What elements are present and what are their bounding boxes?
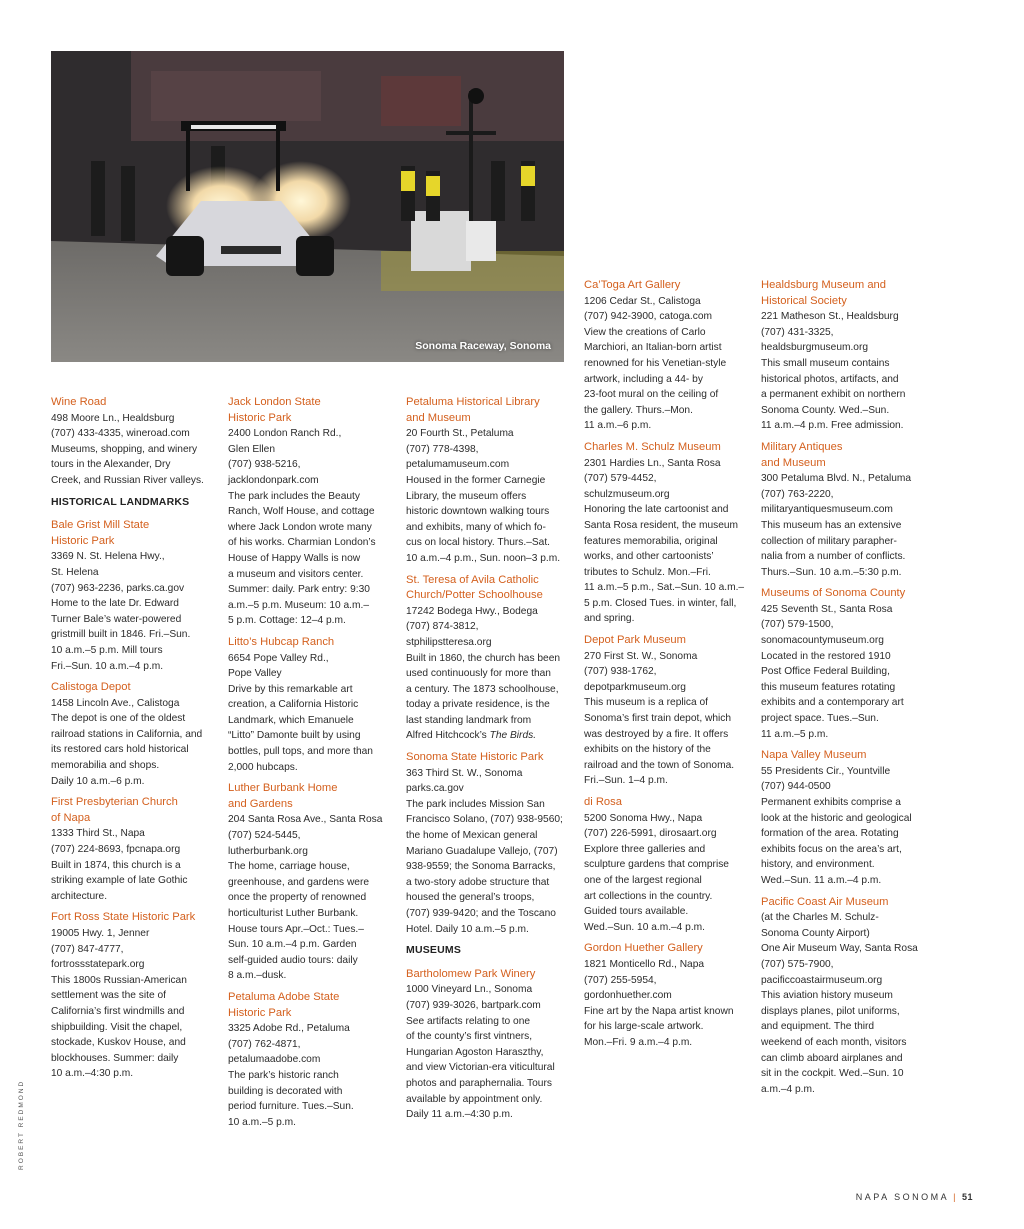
magazine-name: NAPA SONOMA [855, 1192, 950, 1202]
listing-title[interactable]: Bartholomew Park Winery [406, 967, 536, 980]
listing-bale-grist-mill: Bale Grist Mill State Historic Park 3369 N. St. Helena Hwy., St. Helena (707) 963-2236, parks.ca.gov Home to the late Dr. Edward Turner Bale’s water-powered gristmill built in 1846. Fri.–Sun. 10 a.m.–5 p.m. Mill tours Fri.–Sun. 10 a.m.–4 p.m. [51, 518, 216, 674]
listing-title[interactable]: Petaluma Adobe State Historic Park [228, 990, 340, 1019]
listing-museums-of-sonoma-county: Museums of Sonoma County 425 Seventh St., Santa Rosa (707) 579-1500, sonomacountymuseum.org Located in the restored 1910 Post Office Federal Building, this museum features rotating exhibits and a contemporary art project space. Tues.–Sun. 11 a.m.–5 p.m. [761, 586, 926, 742]
listing-calistoga-depot: Calistoga Depot 1458 Lincoln Ave., Calistoga The depot is one of the oldest railroad stations in California, and its restored cars hold historical memorabilia and shops. Daily 10 a.m.–6 p.m. [51, 680, 216, 789]
column-4 [584, 278, 749, 1057]
page-footer [856, 1192, 973, 1202]
listing-schulz-museum: Charles M. Schulz Museum 2301 Hardies Ln., Santa Rosa (707) 579-4452, schulzmuseum.org Honoring the late cartoonist and Santa Rosa resident, the museum features memorabilia, original works, and other cartoonists’ tributes to Schulz. Mon.–Fri. 11 a.m.–5 p.m., Sat.–Sun. 10 a.m.– 5 p.m. Closed Tues. in winter, fall, and spring. [584, 440, 749, 627]
listing-title[interactable]: Sonoma State Historic Park [406, 751, 544, 764]
listing-title[interactable]: Healdsburg Museum and Historical Society [761, 279, 886, 307]
listing-pacific-coast-air-museum: Pacific Coast Air Museum (at the Charles M. Schulz- Sonoma County Airport) One Air Museum Way, Santa Rosa (707) 575-7900, pacificcoastairmuseum.org This aviation history museum displays planes, pilot uniforms, and equipment. The third weekend of each month, visitors can climb aboard airplanes and sit in the cockpit. Wed.–Sun. 10 a.m.–4 p.m. [761, 895, 926, 1098]
listing-title[interactable]: Military Antiques and Museum [761, 440, 843, 469]
listing-di-rosa: di Rosa 5200 Sonoma Hwy., Napa (707) 226-5991, dirosaart.org Explore three galleries and sculpture gardens that comprise one of the largest regional art collections in the country. Guided tours available. Wed.–Sun. 10 a.m.–4 p.m. [584, 795, 749, 935]
listing-jack-london: Jack London State Historic Park 2400 London Ranch Rd., Glen Ellen (707) 938-5216, jacklondonpark.com The park includes the Beauty Ranch, Wolf House, and cottage where Jack London wrote many of his works. Charmian London’s House of Happy Walls is now a museum and visitors center. Summer: daily. Park entry: 9:30 a.m.–5 p.m. Museum: 10 a.m.– 5 p.m. Cottage: 12–4 p.m. [228, 395, 393, 629]
listing-military-antiques: Military Antiques and Museum 300 Petaluma Blvd. N., Petaluma (707) 763-2220, militaryantiquesmuseum.com This museum has an extensive collection of military parapher- nalia from a number of conflicts. Thurs.–Sun. 10 a.m.–5:30 p.m. [761, 440, 926, 580]
film-title: The Birds. [489, 730, 537, 742]
listing-title[interactable]: Litto’s Hubcap Ranch [228, 635, 335, 648]
page-number: 51 [961, 1192, 973, 1202]
section-heading-historical-landmarks: HISTORICAL LANDMARKS [51, 495, 190, 508]
photo-credit: ROBERT REDMOND [18, 1079, 25, 1170]
listing-luther-burbank: Luther Burbank Home and Gardens 204 Santa Rosa Ave., Santa Rosa (707) 524-5445, lutherburbank.org The home, carriage house, greenhouse, and gardens were once the property of renowned horticulturist Luther Burbank. House tours Apr.–Oct.: Tues.– Sun. 10 a.m.–4 p.m. Garden self-guided audio tours: daily 8 a.m.–dusk. [228, 781, 393, 984]
listing-title[interactable]: Petaluma Historical Library and Museum [406, 396, 540, 424]
photo-caption: Sonoma Raceway, Sonoma [415, 340, 551, 352]
listing-title[interactable]: Museums of Sonoma County [761, 587, 906, 600]
listing-littos-hubcap-ranch: Litto’s Hubcap Ranch 6654 Pope Valley Rd., Pope Valley Drive by this remarkable art creation, a California Historic Landmark, which Emanuele “Litto” Damonte built by using bottles, pull tops, and more than 2,000 hubcaps. [228, 635, 393, 775]
listing-petaluma-historical-library: Petaluma Historical Library and Museum 20 Fourth St., Petaluma (707) 778-4398, petalumamuseum.com Housed in the former Carnegie Library, the museum offers historic downtown walking tours and exhibits, many of which fo- cus on local history. Thurs.–Sat. 10 a.m.–4 p.m., Sun. noon–3 p.m. [406, 395, 571, 567]
listing-title[interactable]: di Rosa [584, 796, 622, 808]
section-heading-museums: MUSEUMS [406, 944, 462, 957]
listing-title[interactable]: Napa Valley Museum [761, 749, 867, 762]
listing-title[interactable]: Pacific Coast Air Museum [761, 895, 889, 908]
listing-title[interactable]: Luther Burbank Home and Gardens [228, 782, 338, 810]
hero-photo [51, 51, 564, 362]
listing-title[interactable]: Wine Road [51, 396, 107, 408]
listing-bartholomew-park-winery: Bartholomew Park Winery 1000 Vineyard Ln., Sonoma (707) 939-3026, bartpark.com See artifacts relating to one of the county’s first vintners, Hungarian Agoston Haraszthy, and view Victorian-era viticultural photos and paraphernalia. Tours available by appointment only. Daily 11 a.m.–4:30 p.m. [406, 967, 571, 1123]
listing-title[interactable]: Ca’Toga Art Gallery [584, 279, 681, 291]
column-2 [228, 395, 393, 1136]
listing-napa-valley-museum: Napa Valley Museum 55 Presidents Cir., Yountville (707) 944-0500 Permanent exhibits comprise a look at the historic and geological formation of the area. Rotating exhibits focus on the area’s art, history, and environment. Wed.–Sun. 11 a.m.–4 p.m. [761, 748, 926, 888]
column-1 [51, 395, 216, 1088]
column-5 [761, 278, 926, 1103]
listing-depot-park-museum: Depot Park Museum 270 First St. W., Sonoma (707) 938-1762, depotparkmuseum.org This museum is a replica of Sonoma’s first train depot, which was destroyed by a fire. It offers exhibits on the history of the railroad and the town of Sonoma. Fri.–Sun. 1–4 p.m. [584, 633, 749, 789]
listing-title[interactable]: Depot Park Museum [584, 634, 686, 647]
listing-title[interactable]: Fort Ross State Historic Park [51, 911, 196, 924]
listing-healdsburg-museum: Healdsburg Museum and Historical Society 221 Matheson St., Healdsburg (707) 431-3325, healdsburgmuseum.org This small museum contains historical photos, artifacts, and a permanent exhibit on northern Sonoma County. Wed.–Sun. 11 a.m.–4 p.m. Free admission. [761, 278, 926, 434]
listing-fort-ross: Fort Ross State Historic Park 19005 Hwy. 1, Jenner (707) 847-4777, fortrossstatepark.org This 1800s Russian-American settlement was the site of California’s first windmills and shipbuilding. Visit the chapel, stockade, Kuskov House, and blockhouses. Summer: daily 10 a.m.–4:30 p.m. [51, 910, 216, 1082]
drag-race-illustration [51, 51, 564, 362]
listing-title[interactable]: Jack London State Historic Park [228, 396, 321, 424]
listing-first-presbyterian: First Presbyterian Church of Napa 1333 Third St., Napa (707) 224-8693, fpcnapa.org Built in 1874, this church is a striking example of late Gothic architecture. [51, 795, 216, 904]
listing-title[interactable]: Calistoga Depot [51, 681, 131, 694]
listing-catoga-art-gallery: Ca’Toga Art Gallery 1206 Cedar St., Calistoga (707) 942-3900, catoga.com View the creations of Carlo Marchiori, an Italian-born artist renowned for his Venetian-style artwork, including a 44- by 23-foot mural on the ceiling of the gallery. Thurs.–Mon. 11 a.m.–6 p.m. [584, 278, 749, 434]
listing-title[interactable]: First Presbyterian Church of Napa [51, 796, 178, 824]
listing-title[interactable]: Gordon Huether Gallery [584, 942, 703, 955]
listing-st-teresa: St. Teresa of Avila Catholic Church/Potter Schoolhouse 17242 Bodega Hwy., Bodega (707) 874-3812, stphilipstteresa.org Built in 1860, the church has been used continuously for more than a century. The 1873 schoolhouse, today a private residence, is the last standing landmark from Alfred Hitchcock’s The Birds. [406, 573, 571, 745]
listing-petaluma-adobe: Petaluma Adobe State Historic Park 3325 Adobe Rd., Petaluma (707) 762-4871, petalumaadobe.com The park’s historic ranch building is decorated with period furniture. Tues.–Sun. 10 a.m.–5 p.m. [228, 990, 393, 1130]
column-3 [406, 395, 571, 1129]
listing-title[interactable]: St. Teresa of Avila Catholic Church/Potter Schoolhouse [406, 573, 543, 602]
listing-gordon-huether-gallery: Gordon Huether Gallery 1821 Monticello Rd., Napa (707) 255-5954, gordonhuether.com Fine art by the Napa artist known for his large-scale artwork. Mon.–Fri. 9 a.m.–4 p.m. [584, 941, 749, 1050]
listing-title[interactable]: Charles M. Schulz Museum [584, 440, 721, 453]
listing-title[interactable]: Bale Grist Mill State Historic Park [51, 519, 150, 547]
listing-sonoma-state-historic-park: Sonoma State Historic Park 363 Third St. W., Sonoma parks.ca.gov The park includes Mission San Francisco Solano, (707) 938-9560; the home of Mexican general Mariano Guadalupe Vallejo, (707) 938-9559; the Sonoma Barracks, a two-story adobe structure that housed the general’s troops, (707) 939-9420; and the Toscano Hotel. Daily 10 a.m.–5 p.m. [406, 750, 571, 937]
listing-wine-road: Wine Road 498 Moore Ln., Healdsburg (707) 433-4335, wineroad.com Museums, shopping, and winery tours in the Alexander, Dry Creek, and Russian River valleys. [51, 395, 216, 489]
footer-separator: | [953, 1192, 958, 1202]
